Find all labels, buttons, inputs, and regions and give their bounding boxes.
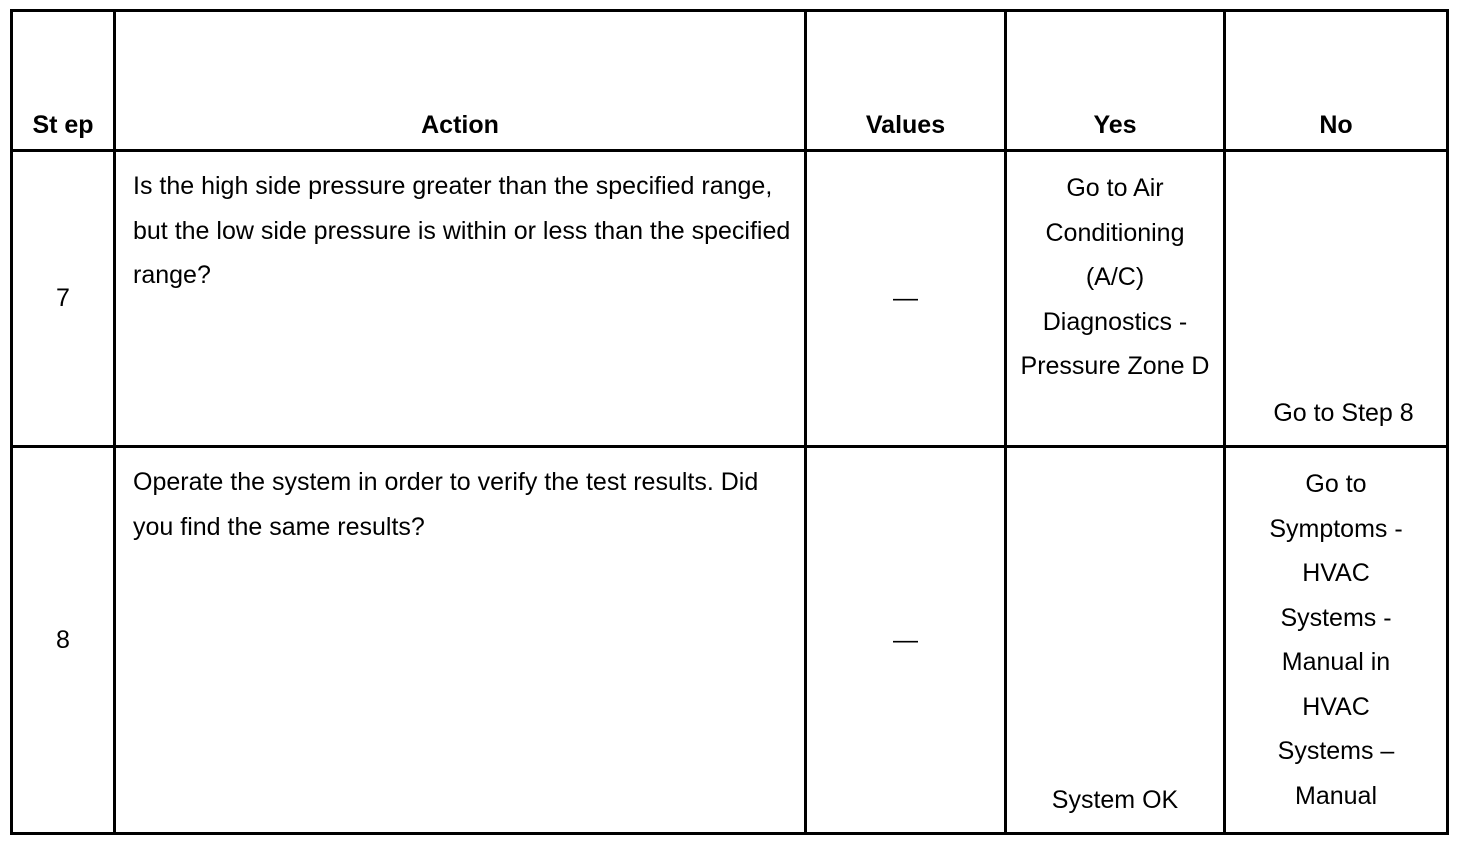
action-cell: Operate the system in order to verify the test results. Did you find the same results? xyxy=(115,447,806,834)
yes-text: Go to Air Conditioning (A/C) Diagnostics - Pressure Zone D xyxy=(1020,174,1210,380)
table-row xyxy=(12,151,1448,447)
no-text: Go to Symptoms - HVAC Systems - Manual in HVAC Systems – Manual xyxy=(1269,470,1403,810)
no-cell xyxy=(1225,447,1448,834)
diagnostic-table xyxy=(10,9,1449,835)
step-cell: 8 xyxy=(12,447,115,834)
no-cell: Go to Step 8 xyxy=(1225,151,1448,447)
table-row xyxy=(12,447,1448,834)
yes-cell: System OK xyxy=(1006,447,1225,834)
yes-cell xyxy=(1006,151,1225,447)
values-cell: — xyxy=(806,447,1006,834)
step-cell: 7 xyxy=(12,151,115,447)
values-cell: — xyxy=(806,151,1006,447)
header-row xyxy=(12,11,1448,151)
header-values: Values xyxy=(806,11,1006,151)
header-no: No xyxy=(1225,11,1448,151)
header-step: St ep xyxy=(12,11,115,151)
header-action: Action xyxy=(115,11,806,151)
header-yes: Yes xyxy=(1006,11,1225,151)
action-cell: Is the high side pressure greater than the specified range, but the low side pressure is within or less than the specified range? xyxy=(115,151,806,447)
